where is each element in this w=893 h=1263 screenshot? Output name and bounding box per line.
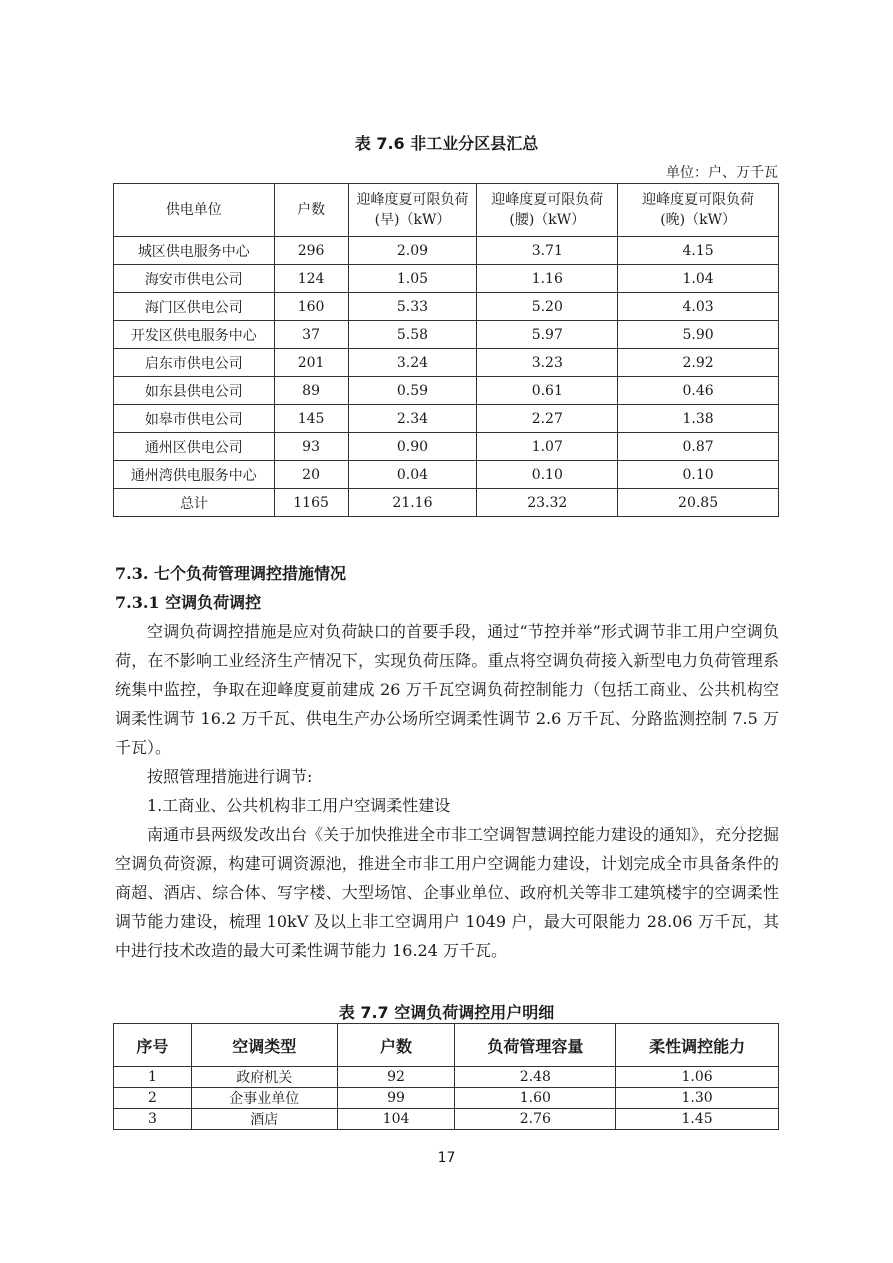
table-7-7-caption: 表 7.7 空调负荷调控用户明细 (338, 1003, 555, 1022)
table-cell: 3.23 (477, 349, 618, 377)
table-cell: 1.06 (616, 1067, 779, 1088)
table-cell: 20.85 (618, 489, 779, 517)
table-cell: 海门区供电公司 (114, 293, 275, 321)
table-cell: 5.97 (477, 321, 618, 349)
table-cell: 启东市供电公司 (114, 349, 275, 377)
table-cell: 如皋市供电公司 (114, 405, 275, 433)
table-cell: 5.20 (477, 293, 618, 321)
table-cell: 海安市供电公司 (114, 265, 275, 293)
table-cell: 93 (274, 433, 348, 461)
table-row (114, 405, 779, 433)
table-cell: 2.34 (348, 405, 477, 433)
table-row (114, 489, 779, 517)
table-header-row (114, 1024, 779, 1067)
header-cell: 户数 (274, 184, 348, 237)
subsection-heading: 7.3.1 空调负荷调控 (115, 593, 262, 612)
table-row (114, 461, 779, 489)
paragraph: 1.工商业、公共机构非工用户空调柔性建设 (147, 796, 451, 815)
table-cell: 89 (274, 377, 348, 405)
table-row (114, 293, 779, 321)
table-cell: 0.10 (477, 461, 618, 489)
table-cell: 23.32 (477, 489, 618, 517)
table-cell: 2.76 (455, 1109, 616, 1130)
header-cell: 供电单位 (114, 184, 275, 237)
table-cell: 2 (114, 1088, 192, 1109)
table-cell: 酒店 (191, 1109, 337, 1130)
table-cell: 如东县供电公司 (114, 377, 275, 405)
table-cell: 1.05 (348, 265, 477, 293)
body-text (115, 617, 779, 965)
table-cell: 1.16 (477, 265, 618, 293)
table-cell: 4.15 (618, 237, 779, 265)
table-cell: 2.27 (477, 405, 618, 433)
header-cell: 迎峰度夏可限负荷(早)（kW） (348, 184, 477, 237)
page-number: 17 (437, 1150, 456, 1166)
table-cell: 160 (274, 293, 348, 321)
header-cell: 柔性调控能力 (616, 1024, 779, 1067)
table-cell: 3.24 (348, 349, 477, 377)
header-cell: 迎峰度夏可限负荷(晚)（kW） (618, 184, 779, 237)
paragraph: 空调负荷调控措施是应对负荷缺口的首要手段，通过“节控并举”形式调节非工用户空调负荷，在不影响工业经济生产情况下，实现负荷压降。重点将空调负荷接入新型电力负荷管理系统集中监控，争取在迎峰度夏前建成 26 万千瓦空调负荷控制能力（包括工商业、公共机构空调柔性调节 16.2 万千瓦、供电生产办公场所空调柔性调节 2.6 万千瓦、分路监测控制 7.5 万千瓦）。 (115, 622, 779, 757)
table-header-row (114, 184, 779, 237)
table-cell: 5.33 (348, 293, 477, 321)
table-cell: 20 (274, 461, 348, 489)
table-cell: 5.90 (618, 321, 779, 349)
table-cell: 145 (274, 405, 348, 433)
paragraph: 按照管理措施进行调节: (147, 767, 313, 786)
table-cell: 1.60 (455, 1088, 616, 1109)
table-cell: 2.92 (618, 349, 779, 377)
table-cell: 0.90 (348, 433, 477, 461)
table-cell: 0.87 (618, 433, 779, 461)
table-row (114, 265, 779, 293)
table-cell: 1.07 (477, 433, 618, 461)
header-cell: 负荷管理容量 (455, 1024, 616, 1067)
table-cell: 1.30 (616, 1088, 779, 1109)
table-cell: 201 (274, 349, 348, 377)
section-heading: 7.3. 七个负荷管理调控措施情况 (115, 564, 346, 583)
table-7-6-unit: 单位：户、万千瓦 (666, 165, 778, 181)
table-row (114, 1088, 779, 1109)
table-cell: 开发区供电服务中心 (114, 321, 275, 349)
table-cell: 1.04 (618, 265, 779, 293)
table-row (114, 237, 779, 265)
table-cell: 0.04 (348, 461, 477, 489)
table-7-6-caption: 表 7.6 非工业分区县汇总 (354, 134, 539, 153)
table-cell: 1165 (274, 489, 348, 517)
table-row (114, 1067, 779, 1088)
table-row (114, 1109, 779, 1130)
table-cell: 92 (337, 1067, 455, 1088)
table-row (114, 321, 779, 349)
table-cell: 3.71 (477, 237, 618, 265)
table-cell: 3 (114, 1109, 192, 1130)
table-cell: 1 (114, 1067, 192, 1088)
header-cell: 迎峰度夏可限负荷(腰)（kW） (477, 184, 618, 237)
table-cell: 99 (337, 1088, 455, 1109)
table-cell: 124 (274, 265, 348, 293)
table-cell: 296 (274, 237, 348, 265)
table-cell: 5.58 (348, 321, 477, 349)
header-cell: 序号 (114, 1024, 192, 1067)
table-row (114, 377, 779, 405)
table-cell: 总计 (114, 489, 275, 517)
table-cell: 企事业单位 (191, 1088, 337, 1109)
table-cell: 0.10 (618, 461, 779, 489)
header-cell: 户数 (337, 1024, 455, 1067)
paragraph: 南通市县两级发改出台《关于加快推进全市非工空调智慧调控能力建设的通知》，充分挖掘空调负荷资源，构建可调资源池，推进全市非工用户空调能力建设，计划完成全市具备条件的商超、酒店、综合体、写字楼、大型场馆、企事业单位、政府机关等非工建筑楼宇的空调柔性调节能力建设，梳理 10kV 及以上非工空调用户 1049 户，最大可限能力 28.06 万千瓦，其中进行技术改造的最大可柔性调节能力 16.24 万千瓦。 (115, 825, 780, 960)
table-cell: 2.48 (455, 1067, 616, 1088)
table-cell: 0.61 (477, 377, 618, 405)
table-row (114, 349, 779, 377)
table-cell: 37 (274, 321, 348, 349)
table-cell: 4.03 (618, 293, 779, 321)
header-cell: 空调类型 (191, 1024, 337, 1067)
table-cell: 1.45 (616, 1109, 779, 1130)
table-cell: 0.46 (618, 377, 779, 405)
table-cell: 2.09 (348, 237, 477, 265)
table-7-7 (113, 1023, 779, 1130)
table-cell: 通州湾供电服务中心 (114, 461, 275, 489)
table-cell: 城区供电服务中心 (114, 237, 275, 265)
table-7-6 (113, 183, 779, 517)
table-cell: 通州区供电公司 (114, 433, 275, 461)
table-cell: 21.16 (348, 489, 477, 517)
table-cell: 政府机关 (191, 1067, 337, 1088)
table-cell: 1.38 (618, 405, 779, 433)
table-cell: 104 (337, 1109, 455, 1130)
table-cell: 0.59 (348, 377, 477, 405)
table-row (114, 433, 779, 461)
